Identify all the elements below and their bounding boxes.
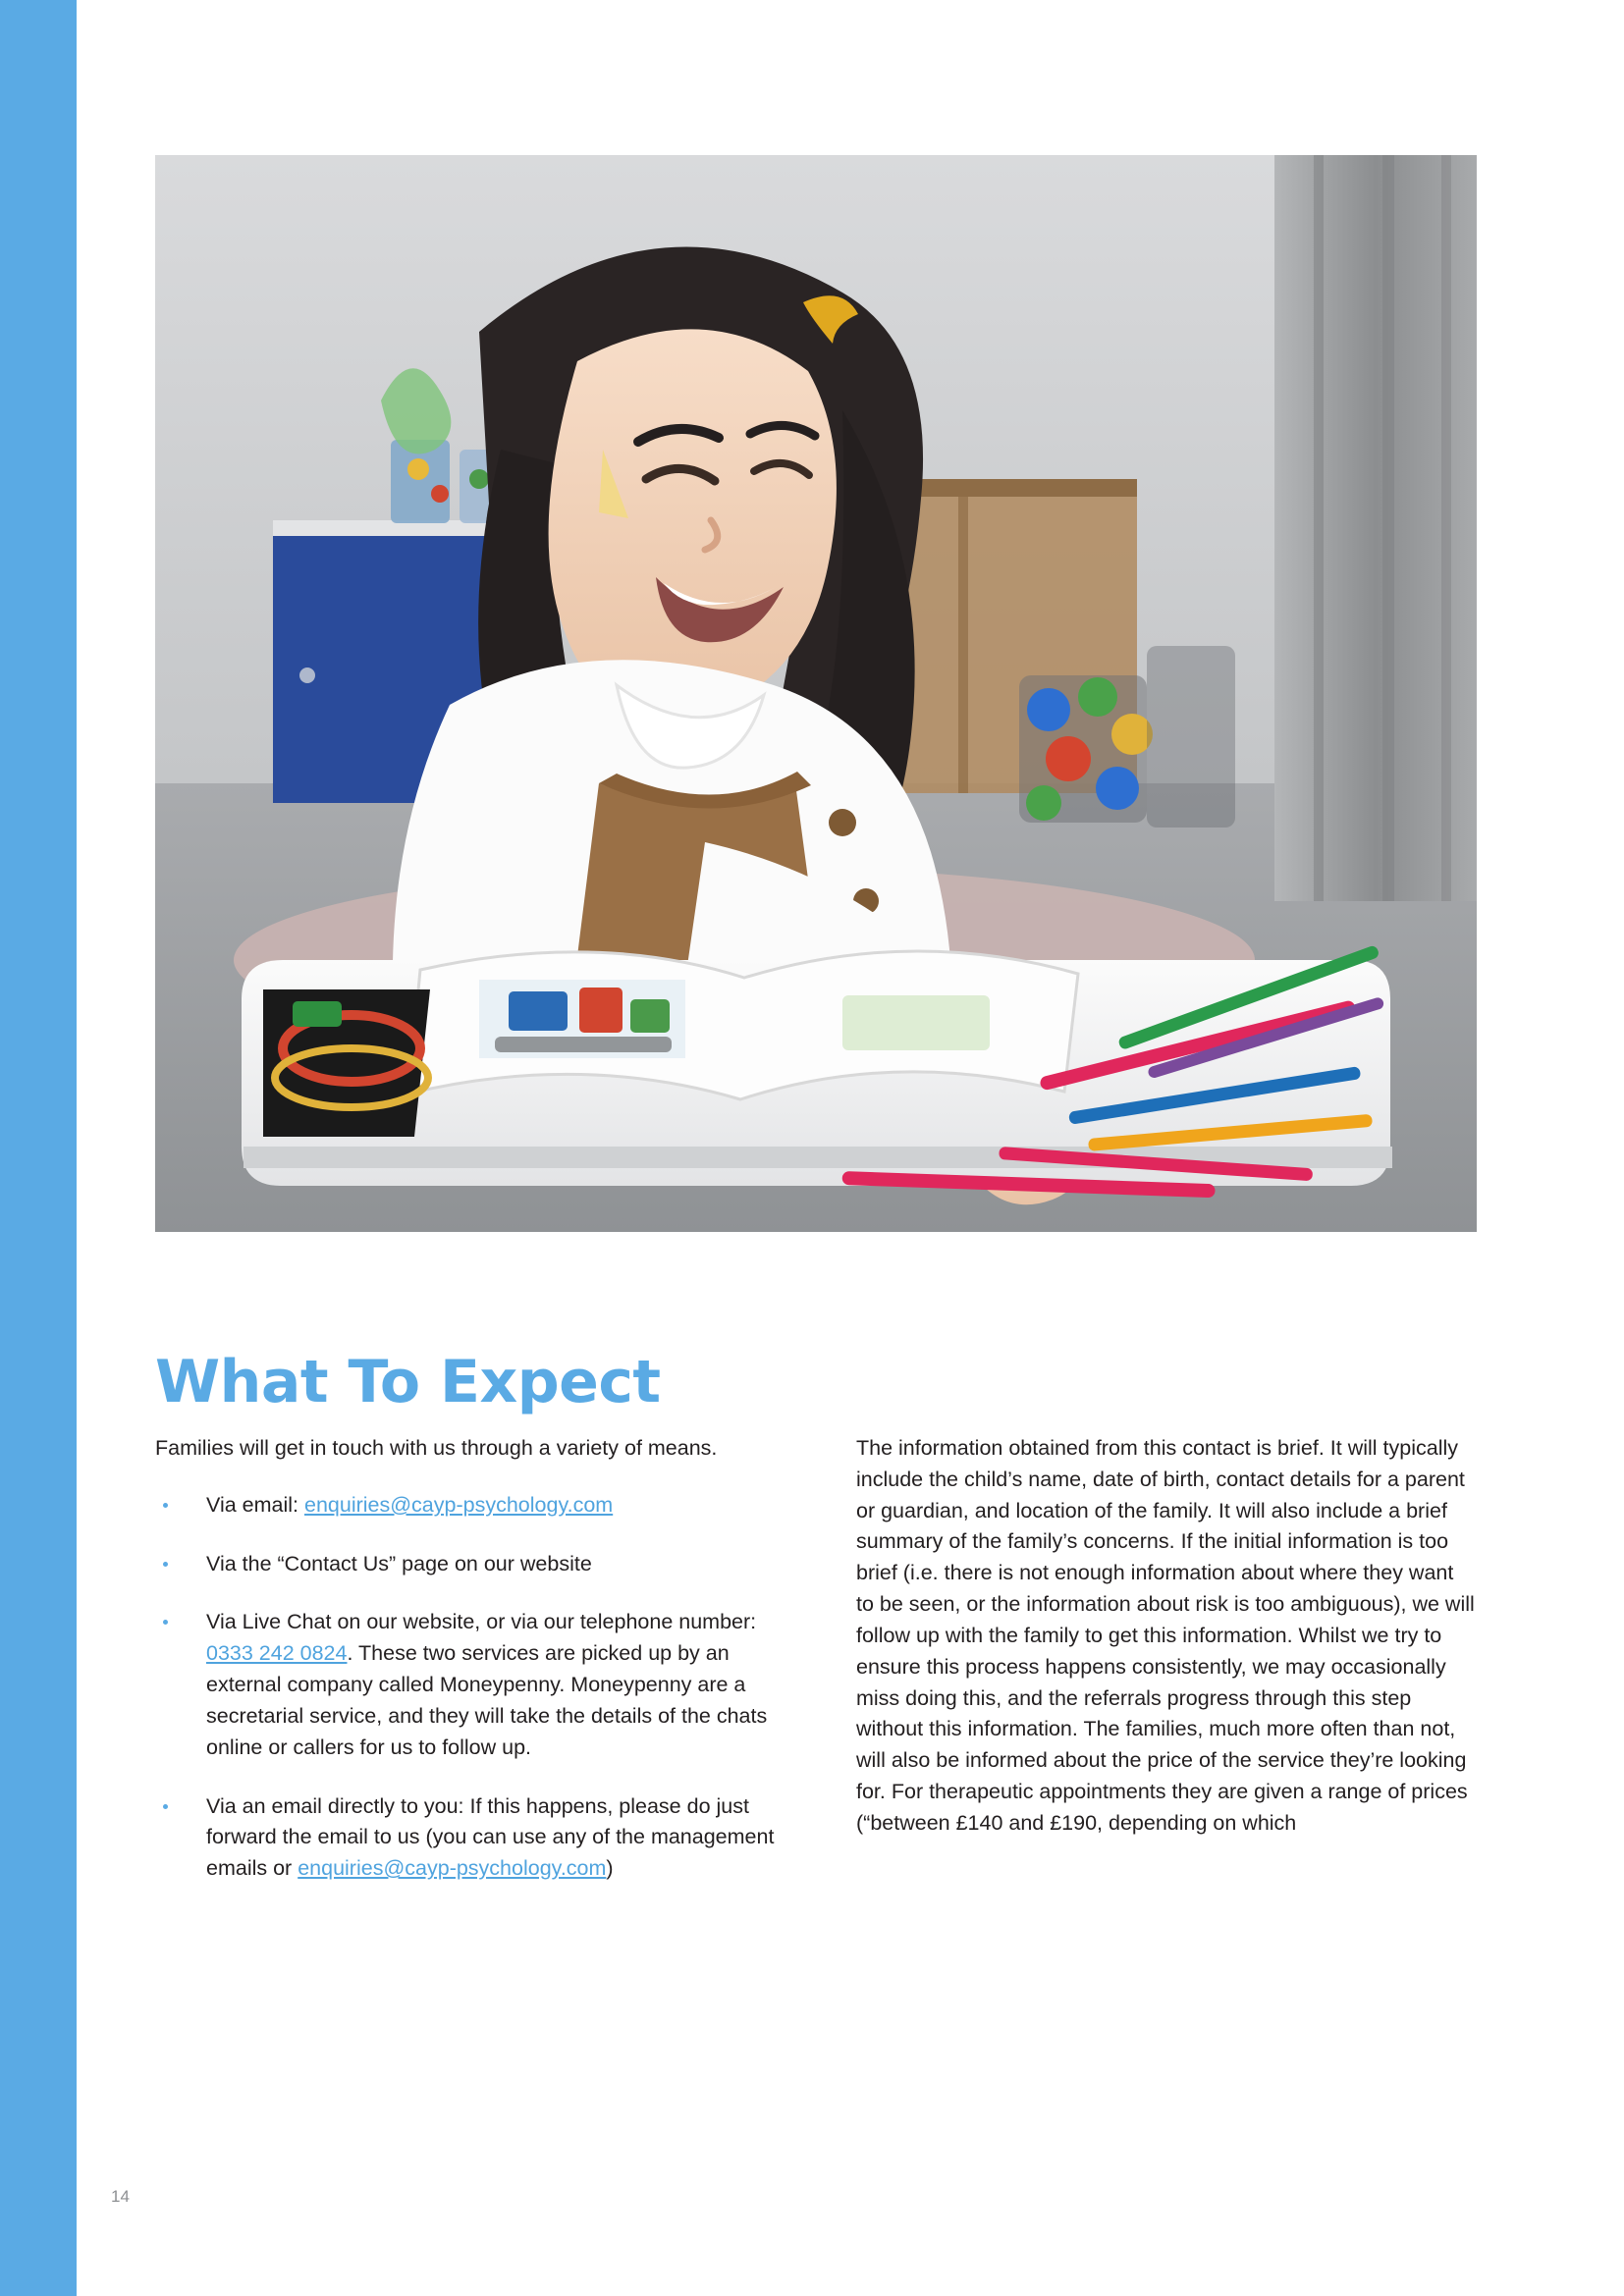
list-item	[155, 1490, 784, 1522]
bullet-text-prefix: Via an email directly to you: If this happens, please do just forward the email to us (you can use any of the management emails or	[206, 1793, 775, 1881]
contact-methods-list	[155, 1490, 784, 1885]
left-text-column	[155, 1433, 784, 1912]
list-item	[155, 1549, 784, 1580]
right-text-column	[856, 1433, 1477, 1840]
bullet-text-prefix: Via Live Chat on our website, or via our telephone number:	[206, 1610, 757, 1634]
bullet-text-prefix: Via the “Contact Us” page on our website	[206, 1551, 592, 1575]
bullet-text-suffix: )	[606, 1856, 614, 1881]
phone-link[interactable]: 0333 242 0824	[206, 1641, 348, 1666]
body-paragraph: The information obtained from this contact is brief. It will typically include the child’s name, date of birth, contact details for a parent or guardian, and location of the family. It will also include a brief summary of the family’s concerns. If the initial information is too brief (i.e. there is not enough information about where they want to be seen, or the information about risk is too ambiguous), we will follow up with the family to get this information. Whilst we try to ensure this process happens consistently, we may occasionally miss doing this, and the referrals progress through this step without this information. The families, much more often than not, will also be informed about the price of the service they’re looking for. For therapeutic appointments they are given a range of prices (“between £140 and £190, depending on which	[856, 1436, 1475, 1835]
left-accent-bar	[0, 0, 77, 2296]
bullet-text-prefix: Via email:	[206, 1492, 304, 1517]
email-link[interactable]: enquiries@cayp-psychology.com	[298, 1856, 607, 1881]
bullet-text-suffix: . These two services are picked up by an external company called Moneypenny. Moneypenny are a secretarial service, and they will take the details of the chats online or callers for us to follow up.	[206, 1641, 768, 1759]
hero-photo	[155, 155, 1477, 1232]
intro-paragraph: Families will get in touch with us through a variety of means.	[155, 1436, 718, 1460]
page-number: 14	[111, 2187, 130, 2206]
list-item	[155, 1791, 784, 1885]
list-item	[155, 1607, 784, 1763]
email-link[interactable]: enquiries@cayp-psychology.com	[303, 1492, 614, 1517]
page-title: What To Expect	[155, 1348, 661, 1417]
photo-illustration	[155, 155, 1477, 1232]
